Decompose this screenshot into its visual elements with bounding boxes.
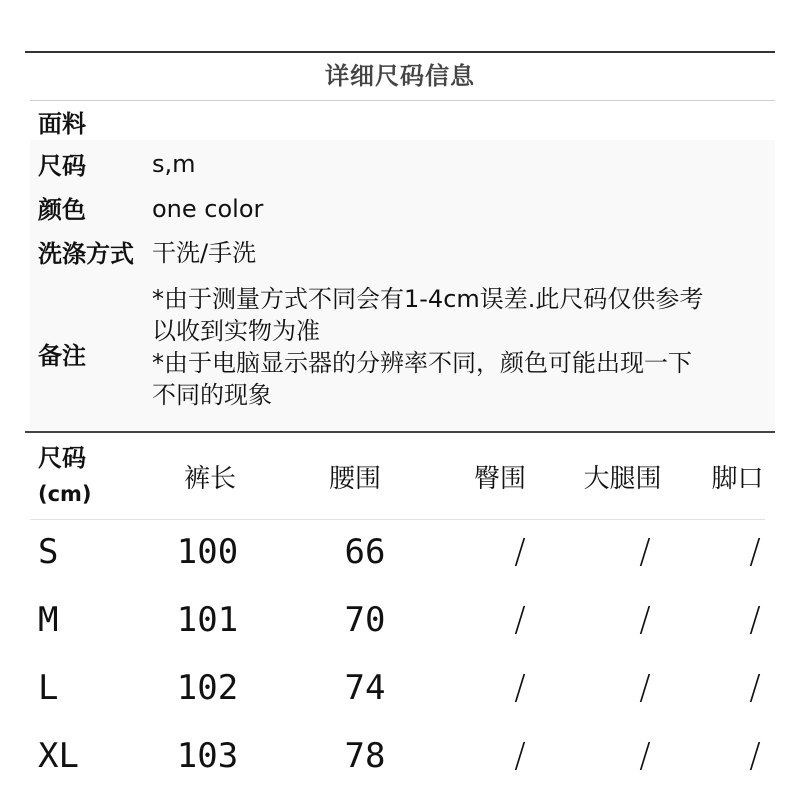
hip-column-header: 臀围 (473, 464, 526, 494)
row-length: 103 (176, 736, 239, 776)
row-length: 102 (176, 668, 239, 708)
table-row (0, 598, 800, 658)
remark-line: 以收到实物为准 (152, 317, 320, 345)
size-header-unit: (cm) (38, 482, 92, 506)
row-thigh: / (639, 668, 651, 708)
row-size: L (38, 668, 59, 708)
waist-column-header: 腰围 (328, 464, 381, 494)
row-waist: 78 (344, 736, 386, 776)
row-hem: / (749, 668, 761, 708)
row-hip: / (514, 532, 526, 572)
row-hem: / (749, 736, 761, 776)
row-size: S (38, 532, 59, 572)
row-thigh: / (639, 736, 651, 776)
hem-column-header: 脚口 (711, 464, 764, 494)
row-thigh: / (639, 532, 651, 572)
wash-label: 洗涤方式 (38, 240, 134, 268)
row-waist: 74 (344, 668, 386, 708)
table-row (0, 734, 800, 794)
size-header-label: 尺码 (38, 444, 86, 472)
table-row (0, 530, 800, 590)
length-column-header: 裤长 (183, 464, 236, 494)
size-label: 尺码 (38, 152, 86, 180)
remark-line: 不同的现象 (152, 381, 272, 409)
header-divider (30, 519, 765, 520)
top-divider (25, 51, 775, 53)
remark-line: *由于测量方式不同会有1-4cm误差.此尺码仅供参考 (152, 285, 704, 313)
row-waist: 70 (344, 600, 386, 640)
row-hip: / (514, 668, 526, 708)
title-divider (30, 100, 775, 101)
page-title: 详细尺码信息 (325, 62, 475, 90)
table-top-divider (25, 431, 775, 433)
remark-line: *由于电脑显示器的分辨率不同，颜色可能出现一下 (152, 349, 692, 377)
fabric-label: 面料 (38, 110, 86, 138)
row-hem: / (749, 600, 761, 640)
row-size: XL (38, 736, 79, 776)
row-hem: / (749, 532, 761, 572)
wash-value: 干洗/手洗 (152, 239, 257, 267)
color-value: one color (152, 195, 264, 223)
size-value: s,m (152, 150, 196, 178)
row-hip: / (514, 600, 526, 640)
row-waist: 66 (344, 532, 386, 572)
color-label: 颜色 (38, 196, 86, 224)
remarks-label: 备注 (38, 342, 86, 370)
row-length: 100 (176, 532, 239, 572)
table-row (0, 666, 800, 726)
size-column-header (38, 440, 92, 512)
row-length: 101 (176, 600, 239, 640)
thigh-column-header: 大腿围 (583, 464, 662, 494)
row-thigh: / (639, 600, 651, 640)
row-size: M (38, 600, 59, 640)
row-hip: / (514, 736, 526, 776)
remarks-notes (152, 283, 782, 411)
